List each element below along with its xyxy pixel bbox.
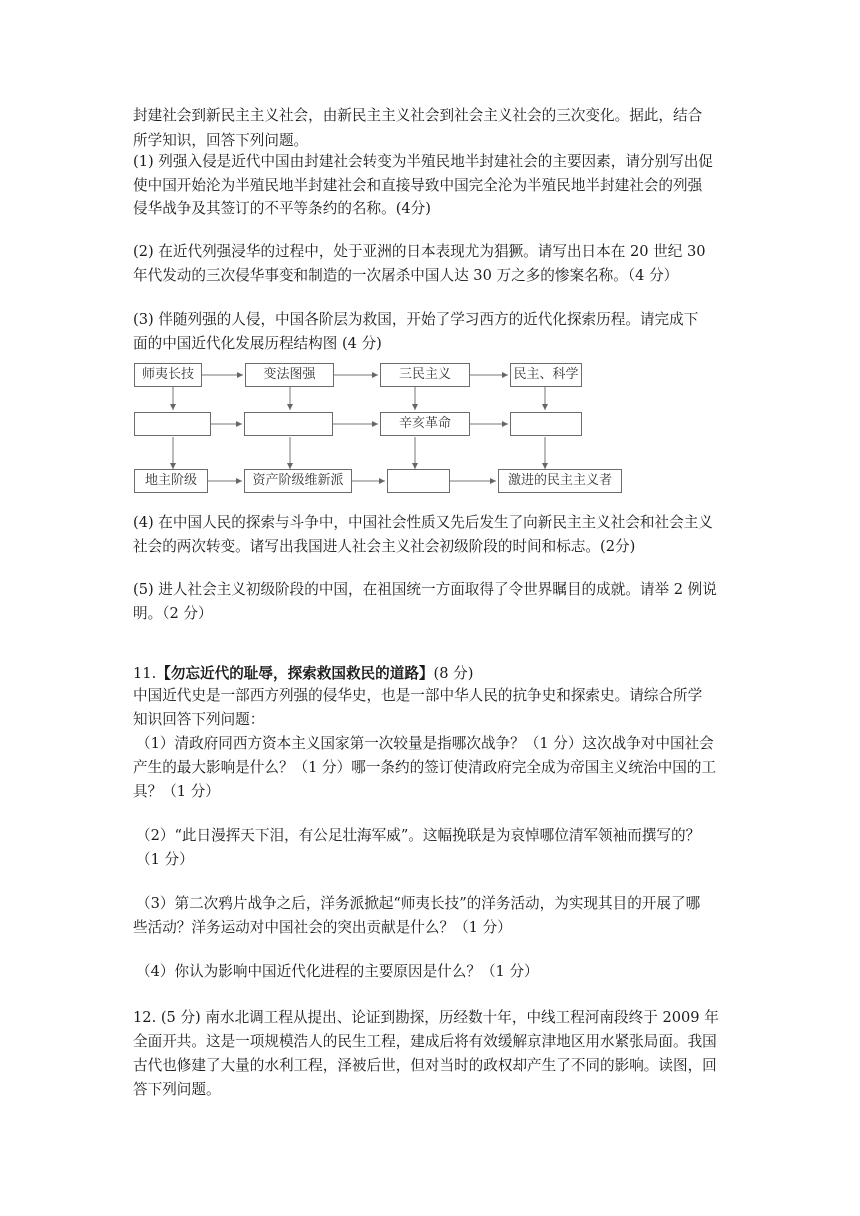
q11-3-line-1: （3）第二次鸦片战争之后，洋务派掀起“师夷长技”的洋务活动，为实现其目的开展了哪 — [136, 895, 701, 912]
q11-2-line-1: （2）“此日漫挥天下泪，有公足壮海军威”。这幅挽联是为哀悼哪位清军领袖而撰写的？ — [136, 827, 701, 844]
q12-line-1: 12. (5 分) 南水北调工程从提出、论证到勘探，历经数十年，中线工程河南段终于 2009 年 — [133, 1009, 719, 1026]
q10-intro-line-1: 封建社会到新民主主义社会，由新民主主义社会到社会主义社会的三次变化。据此，结合 — [133, 107, 703, 124]
q11-4-line-1: （4）你认为影响中国近代化进程的主要原因是什么？（1 分） — [136, 963, 539, 980]
q10-3-line-1: (3) 伴随列强的人侵，中国各阶层为救国，开始了学习西方的近代化探索历程。请完成下 — [133, 311, 699, 328]
q10-4-line-1: (4) 在中国人民的探索与斗争中，中国社会性质又先后发生了向新民主主义社会和社会主义 — [133, 514, 713, 531]
flow-box-r3-c1: 地主阶级 — [134, 469, 208, 493]
flow-box-r2-c2-blank — [244, 412, 333, 436]
q11-intro-line-1: 中国近代史是一部西方列强的侵华史，也是一部中华人民的抗争史和探索史。请综合所学 — [133, 687, 703, 704]
q11-3-line-2: 些活动？洋务运动对中国社会的突出贡献是什么？（1 分） — [133, 919, 512, 936]
flow-box-r1-c1: 师夷长技 — [134, 363, 202, 387]
q11-1-line-3: 具？（1 分） — [133, 783, 220, 800]
flow-box-r2-c1-blank — [134, 412, 211, 436]
q11-2-line-2: （1 分） — [136, 851, 194, 868]
flow-box-r3-c3-blank — [387, 469, 450, 493]
q11-heading — [133, 664, 473, 684]
q11-1-line-2: 产生的最大影响是什么？（1 分）哪一条约的签订使清政府完全成为帝国主义统治中国的工 — [133, 759, 717, 776]
flow-box-r1-c3: 三民主义 — [380, 363, 470, 387]
q12-line-2: 全面开共。这是一项规模浩人的民生工程，建成后将有效缓解京津地区用水紧张局面。我国 — [133, 1033, 717, 1050]
q10-1-line-3: 侵华战争及其签订的不平等条约的名称。(4分) — [133, 200, 431, 217]
flow-box-r2-c3: 辛亥革命 — [380, 412, 470, 436]
flow-box-r1-c4: 民主、科学 — [510, 363, 582, 387]
q10-3-line-2: 面的中国近代化发展历程结构图 (4 分) — [133, 335, 382, 352]
q10-intro-line-2: 所学知识，回答下列问题。 — [133, 132, 309, 149]
q11-1-line-1: （1）清政府同西方资本主义国家第一次较量是指哪次战争？（1 分）这次战争对中国社会 — [136, 735, 714, 752]
q12-line-4: 答下列问题。 — [133, 1081, 221, 1098]
q10-2-line-1: (2) 在近代列强浸华的过程中，处于亚洲的日本表现尤为猖獗。请写出日本在 20 世纪 30 — [133, 243, 706, 260]
flow-box-r3-c4: 激进的民主主义者 — [498, 469, 622, 493]
q10-1-line-1: (1) 列强入侵是近代中国由封建社会转变为半殖民地半封建社会的主要因素，请分别写出促 — [133, 153, 713, 170]
q10-1-line-2: 使中国开始沦为半殖民地半封建社会和直接导致中国完全沦为半殖民地半封建社会的列强 — [133, 177, 703, 194]
flow-box-r1-c2: 变法图强 — [245, 363, 334, 387]
q10-4-line-2: 社会的两次转变。诸写出我国进人社会主义社会初级阶段的时间和标志。(2分) — [133, 538, 636, 555]
flow-box-r3-c2: 资产阶级维新派 — [244, 469, 352, 493]
q11-title: 【勿忘近代的耻辱，探索救国救民的道路】 — [156, 665, 434, 682]
q10-5-line-1: (5) 进人社会主义初级阶段的中国，在祖国统一方面取得了令世界瞩目的成就。请举 2 例说 — [133, 581, 717, 598]
q11-intro-line-2: 知识回答下列问题： — [133, 711, 265, 728]
q10-2-line-2: 年代发动的三次侵华事变和制造的一次屠杀中国人达 30 万之多的惨案名称。（4 分） — [133, 267, 679, 284]
q11-score: (8 分) — [433, 665, 474, 682]
q10-5-line-2: 明。（2 分） — [133, 605, 213, 622]
flow-box-r2-c4-blank — [510, 412, 582, 436]
q11-number: 11. — [133, 665, 157, 682]
q12-line-3: 古代也修建了大量的水利工程，泽被后世，但对当时的政权却产生了不同的影响。读图，回 — [133, 1057, 717, 1074]
modernization-flowchart — [130, 363, 630, 498]
